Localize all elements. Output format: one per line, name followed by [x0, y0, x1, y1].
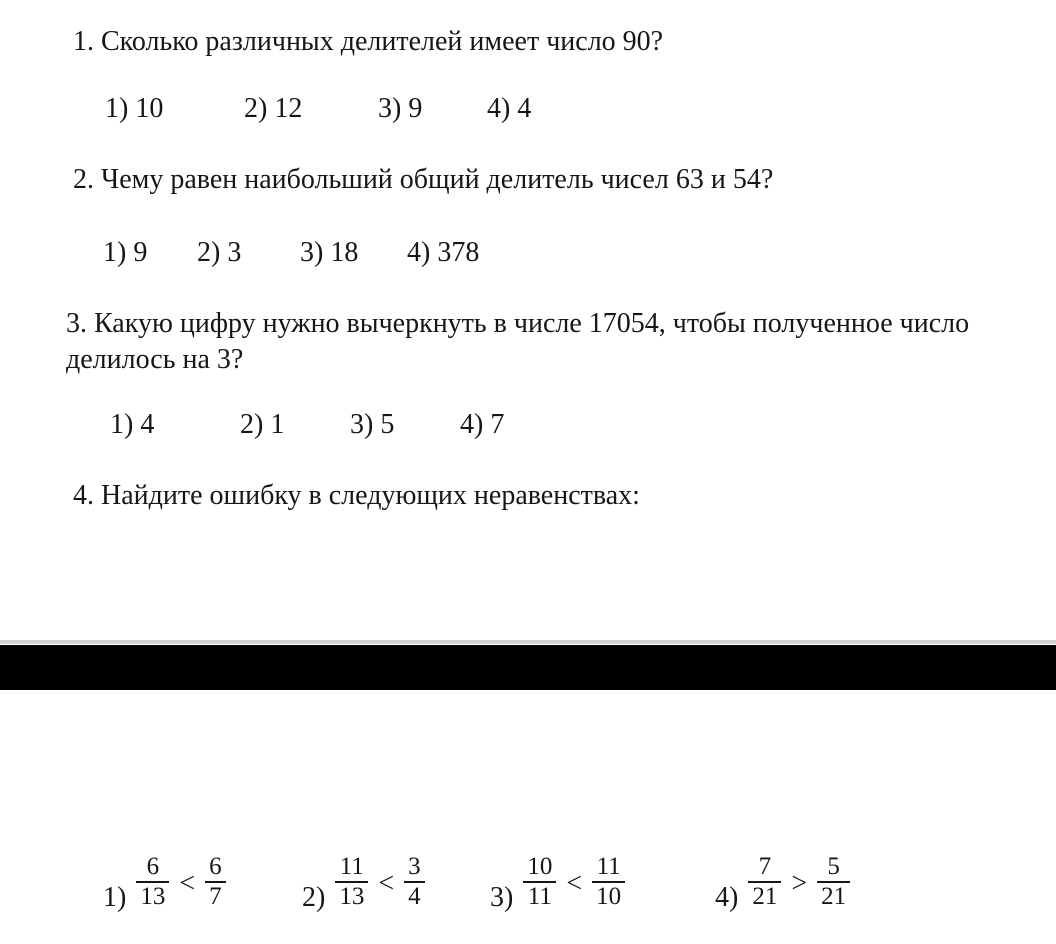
- fraction: [817, 853, 850, 911]
- question-1-options: [0, 91, 1056, 127]
- inequalities-row: [0, 853, 1056, 913]
- comparison-operator: >: [791, 868, 808, 899]
- question-2-options: [0, 235, 1056, 271]
- fraction-numerator: 6: [205, 853, 226, 883]
- divider-line: [0, 640, 1056, 644]
- fraction: [404, 853, 425, 911]
- question-3-text: 3. Какую цифру нужно вычеркнуть в числе 17054, чтобы полученное число делилось на 3?: [66, 308, 977, 375]
- fraction-denominator: 21: [752, 883, 778, 910]
- fraction-denominator: 11: [527, 883, 552, 910]
- question-3-option-3: 3) 5: [350, 409, 395, 440]
- question-2-option-3: 3) 18: [300, 237, 359, 268]
- question-3-option-4: 4) 7: [460, 409, 505, 440]
- inequality-4-label: 4): [715, 882, 739, 913]
- fraction-numerator: 6: [136, 853, 169, 883]
- question-1-option-1: 1) 10: [105, 93, 164, 124]
- comparison-operator: <: [566, 868, 583, 899]
- inequality-2-label: 2): [302, 882, 326, 913]
- question-3-options: [0, 407, 1056, 443]
- fraction: [335, 853, 368, 911]
- redaction-bar: [0, 645, 1056, 690]
- comparison-operator: <: [378, 868, 395, 899]
- question-2-option-2: 2) 3: [197, 237, 242, 268]
- question-3-option-2: 2) 1: [240, 409, 285, 440]
- inequality-1-label: 1): [103, 882, 127, 913]
- fraction: [523, 853, 556, 911]
- fraction-numerator: 7: [748, 853, 781, 883]
- inequality-1: [103, 853, 226, 911]
- inequality-3-label: 3): [490, 882, 514, 913]
- fraction-numerator: 10: [523, 853, 556, 883]
- question-1-option-4: 4) 4: [487, 93, 532, 124]
- inequality-4: [715, 853, 850, 911]
- fraction-denominator: 7: [209, 883, 222, 910]
- question-2-text: 2. Чему равен наибольший общий делитель чисел 63 и 54?: [73, 164, 774, 195]
- fraction: [748, 853, 781, 911]
- fraction-denominator: 10: [596, 883, 622, 910]
- question-2-option-1: 1) 9: [103, 237, 148, 268]
- question-1-option-3: 3) 9: [378, 93, 423, 124]
- fraction-numerator: 11: [592, 853, 625, 883]
- inequality-2: [302, 853, 425, 911]
- fraction: [136, 853, 169, 911]
- fraction-denominator: 13: [140, 883, 166, 910]
- fraction-numerator: 3: [404, 853, 425, 883]
- fraction-numerator: 5: [817, 853, 850, 883]
- fraction-denominator: 4: [408, 883, 421, 910]
- fraction-numerator: 11: [335, 853, 368, 883]
- question-4-text: 4. Найдите ошибку в следующих неравенствах:: [73, 480, 640, 511]
- question-1-option-2: 2) 12: [244, 93, 303, 124]
- fraction-denominator: 21: [821, 883, 847, 910]
- fraction-denominator: 13: [339, 883, 365, 910]
- question-1-text: 1. Сколько различных делителей имеет число 90?: [73, 26, 664, 57]
- inequality-3: [490, 853, 625, 911]
- fraction: [592, 853, 625, 911]
- question-2-option-4: 4) 378: [407, 237, 480, 268]
- comparison-operator: <: [179, 868, 196, 899]
- question-3-option-1: 1) 4: [110, 409, 155, 440]
- fraction: [205, 853, 226, 911]
